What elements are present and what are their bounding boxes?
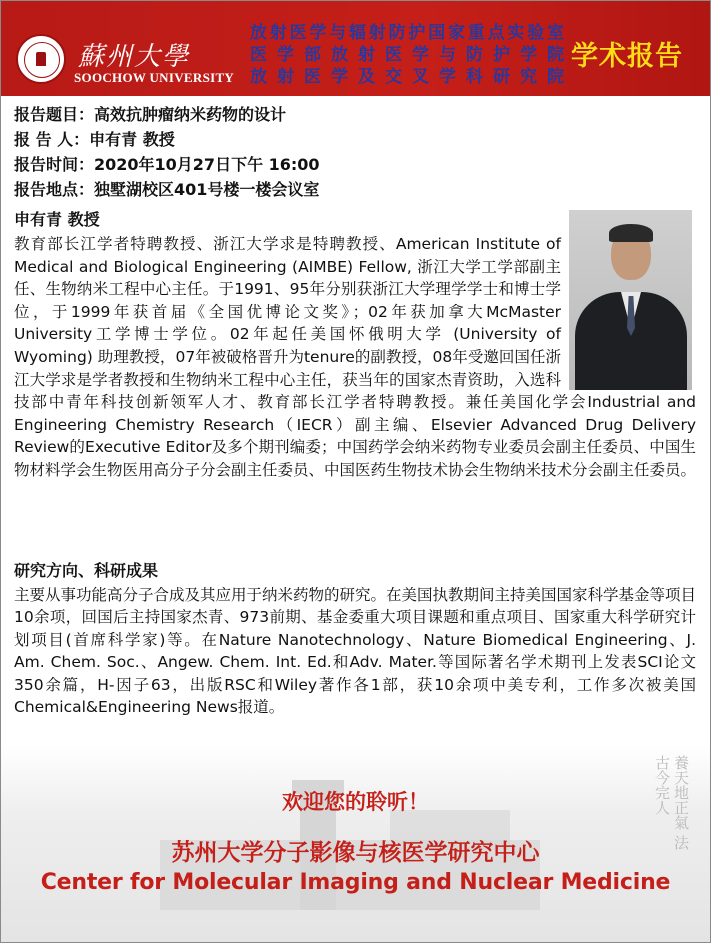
bio-section bbox=[14, 233, 696, 482]
talk-speaker: 报 告 人：申有青 教授 bbox=[14, 130, 175, 149]
calligraphy-decoration: 養天地正氣 法古今完人 bbox=[653, 755, 690, 850]
institution-line: 放射医学及交叉学科研究院 bbox=[250, 67, 564, 87]
university-logo-cn: 蘇州大學 bbox=[78, 42, 191, 72]
talk-topic: 报告题目：高效抗肿瘤纳米药物的设计 bbox=[14, 105, 287, 124]
center-name-en: Center for Molecular Imaging and Nuclear Medicine bbox=[40, 870, 671, 895]
talk-place: 报告地点：独墅湖校区401号楼一楼会议室 bbox=[14, 180, 320, 199]
header-banner bbox=[0, 0, 711, 96]
research-text: 主要从事功能高分子合成及其应用于纳米药物的研究。在美国执教期间主持美国国家科学基金等项目10余项，回国后主持国家杰青、973前期、基金委重大项目课题和重点项目、国家重大科学研究计划项目(首席科学家)等。在Nature Nanotechnology、Nature Biomedical Engineering、J. Am. Chem. Soc.、Angew. Chem. Int. Ed.和Adv. Mater.等国际著名学术期刊上发表SCI论文350余篇，H-因子63，出版RSC和Wiley著作各1部，获10余项中美专利，工作多次被美国Chemical&Engineering News报道。 bbox=[14, 586, 697, 717]
university-logo-en: SOOCHOW UNIVERSITY bbox=[74, 70, 235, 85]
research-heading: 研究方向、科研成果 bbox=[14, 561, 159, 580]
institution-line: 医学部放射医学与防护学院 bbox=[250, 45, 564, 65]
university-seal-icon bbox=[16, 34, 66, 84]
talk-time: 报告时间：2020年10月27日下午 16:00 bbox=[14, 155, 320, 174]
poster-title: 学术报告 bbox=[571, 41, 683, 72]
bio-heading: 申有青 教授 bbox=[14, 210, 100, 229]
welcome-text: 欢迎您的聆听！ bbox=[282, 790, 429, 814]
speaker-photo bbox=[569, 210, 692, 390]
institution-list bbox=[250, 22, 564, 88]
talk-info bbox=[14, 102, 704, 202]
institution-line: 放射医学与辐射防护国家重点实验室 bbox=[250, 23, 564, 43]
center-name-cn: 苏州大学分子影像与核医学研究中心 bbox=[171, 840, 540, 866]
bio-text: 教育部长江学者特聘教授、浙江大学求是特聘教授、American Institute of Medical and Biological Engineering (AIMBE) Fellow, 浙江大学工学部副主任、生物纳米工程中心主任。于1991、95年分别获浙江大学理学学士和博士学位，于1999年获首届《全国优博论文奖》；02年获加拿大McMaster University工学博士学位。02年起任美国怀俄明大学 (University of Wyoming) 助理教授，07年被破格晋升为tenure的副教授，08年受邀回国任浙江大学求是学者教授和生物纳米工程中心主任，获当年的国家杰青资助，入选科技部中青年科技创新领军人才、教育部长江学者特聘教授。兼任美国化学会Industrial and Engineering Chemistry Research（IECR）副主编、Elsevier Advanced Drug Delivery Review的Executive Editor及多个期刊编委；中国药学会纳米药物专业委员会副主任委员、中国生物材料学会生物医用高分子分会副主任委员、中国医药生物技术协会生物纳米技术分会副主任委员。 bbox=[14, 235, 697, 479]
